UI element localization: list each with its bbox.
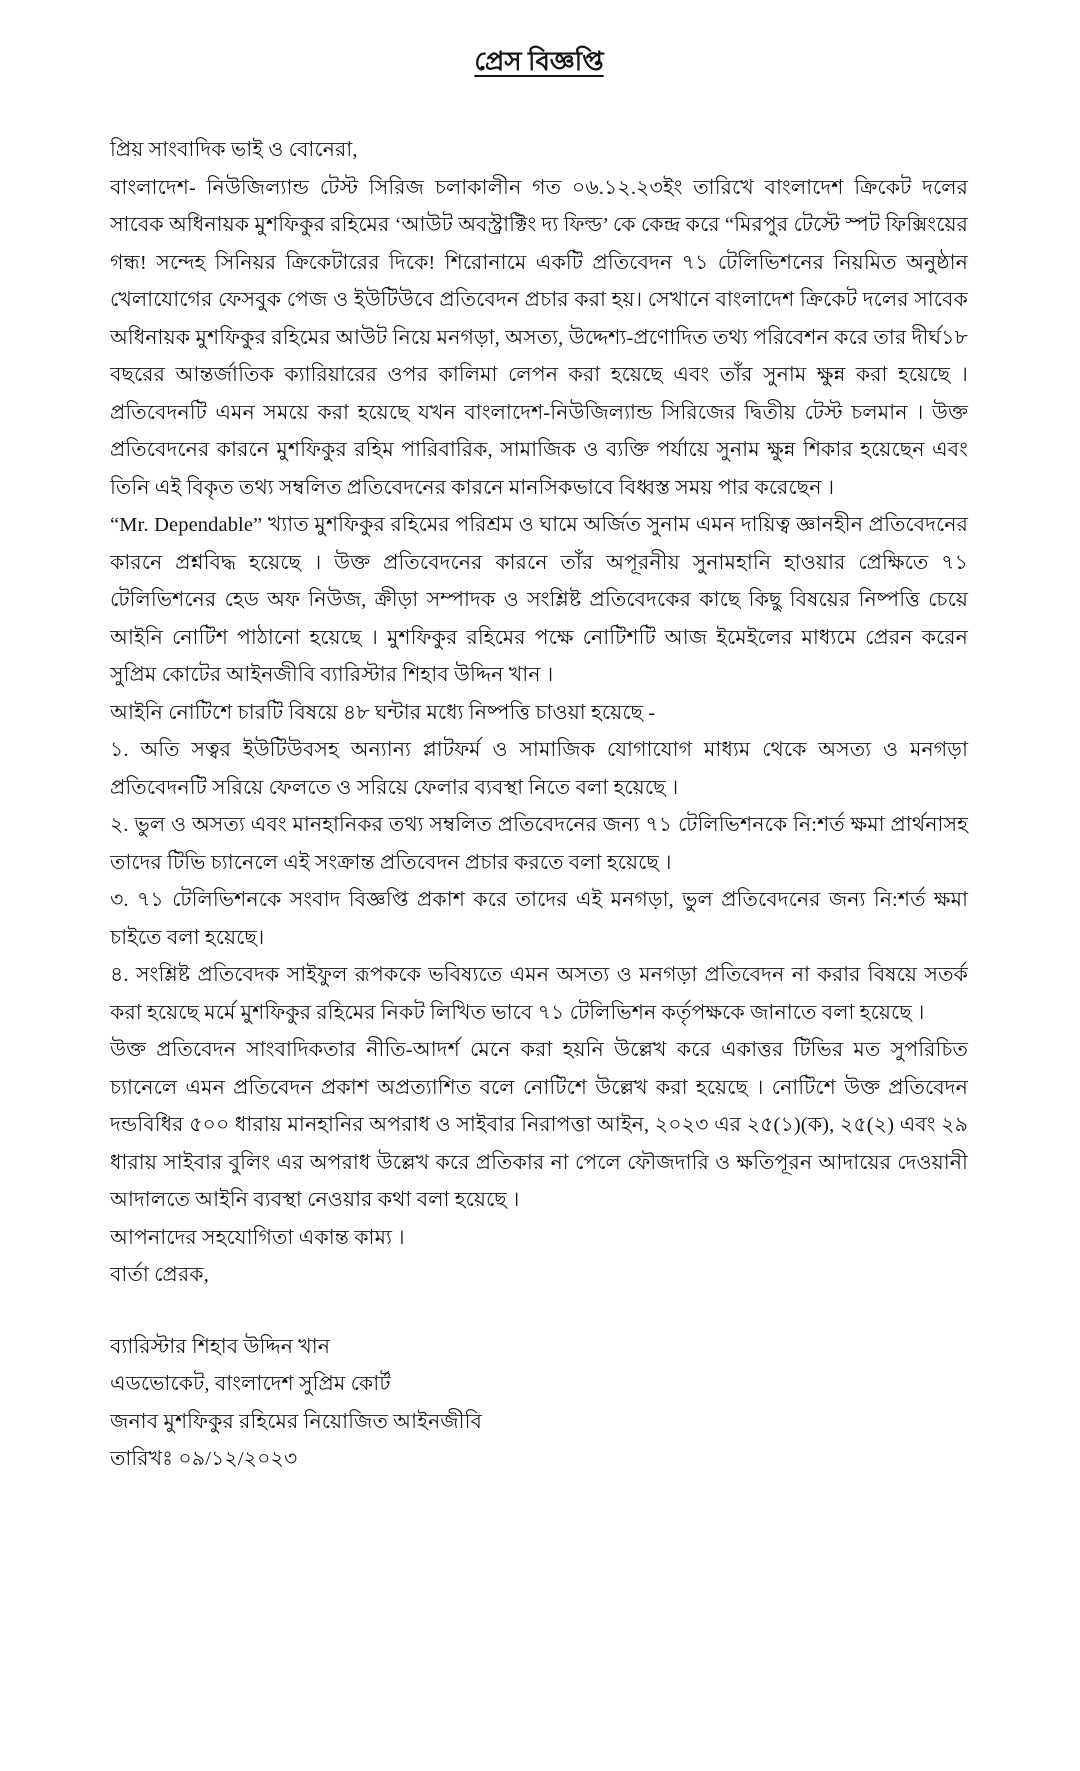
salutation: প্রিয় সাংবাদিক ভাই ও বোনেরা, — [110, 139, 358, 161]
paragraph-intro: বাংলাদেশ- নিউজিল্যান্ড টেস্ট সিরিজ চলাকালীন গত ০৬.১২.২৩ইং তারিখে বাংলাদেশ ক্রিকেট দলের সাবেক অধিনায়ক মুশফিকুর রহিমের ‘আউট অবস্ট্রাক্টিং দ্য ফিল্ড’ কে কেন্দ্র করে “মিরপুর টেস্টে স্পট ফিক্সিংয়ের গন্ধ! সন্দেহ সিনিয়র ক্রিকেটারের দিকে! শিরোনামে একটি প্রতিবেদন ৭১ টেলিভিশনের নিয়মিত অনুষ্ঠান খেলাযোগের ফেসবুক পেজ ও ইউটিউবে প্রতিবেদন প্রচার করা হয়। সেখানে বাংলাদেশ ক্রিকেট দলের সাবেক অধিনায়ক মুশফিকুর রহিমের আউট নিয়ে মনগড়া, অসত্য, উদ্দেশ্য-প্রণোদিত তথ্য পরিবেশন করে তার দীর্ঘ১৮ বছরের আন্তর্জাতিক ক্যারিয়ারের ওপর কালিমা লেপন করা হয়েছে এবং তাঁর সুনাম ক্ষুন্ন করা হয়েছে । প্রতিবেদনটি এমন সময়ে করা হয়েছে যখন বাংলাদেশ-নিউজিল্যান্ড সিরিজের দ্বিতীয় টেস্ট চলমান । উক্ত প্রতিবেদনের কারনে মুশফিকুর রহিম পারিবারিক, সামাজিক ও ব্যক্তি পর্যায়ে সুনাম ক্ষুন্ন শিকার হয়েছেন এবং তিনি এই বিকৃত তথ্য সম্বলিত প্রতিবেদনের কারনে মানসিকভাবে বিধ্বস্ত সময় পার করেছেন । — [110, 176, 968, 499]
sender-label: বার্তা প্রেরক, — [110, 1264, 209, 1286]
paragraph-legal-notice: “Mr. Dependable” খ্যাত মুশফিকুর রহিমের পরিশ্রম ও ঘামে অর্জিত সুনাম এমন দায়িত্ব জ্ঞানহীন প্রতিবেদনের কারনে প্রশ্নবিদ্ধ হয়েছে । উক্ত প্রতিবেদনের কারনে তাঁর অপূরনীয় সুনামহানি হাওয়ার প্রেক্ষিতে ৭১ টেলিভিশনের হেড অফ নিউজ, ক্রীড়া সম্পাদক ও সংশ্লিষ্ট প্রতিবেদকের কাছে কিছু বিষয়ের নিষ্পত্তি চেয়ে আইনি নোটিশ পাঠানো হয়েছে । মুশফিকুর রহিমের পক্ষে নোটিশটি আজ ইমেইলের মাধ্যমে প্রেরন করেন সুপ্রিম কোটের আইনজীবি ব্যারিস্টার শিহাব উদ্দিন খান । — [110, 514, 968, 686]
page-title-text: প্রেস বিজ্ঞপ্তি — [474, 47, 604, 76]
signature-name: ব্যারিস্টার শিহাব উদ্দিন খান — [110, 1335, 331, 1358]
signature-designation: এডভোকেট, বাংলাদেশ সুপ্রিম কোর্ট — [110, 1373, 391, 1395]
demands-list-intro: আইনি নোটিশে চারটি বিষয়ে ৪৮ ঘন্টার মধ্যে নিষ্পত্তি চাওয়া হয়েছে - — [110, 701, 656, 724]
signature-role: জনাব মুশফিকুর রহিমের নিয়োজিত আইনজীবি — [110, 1410, 482, 1433]
demand-item-2: ২. ভুল ও অসত্য এবং মানহানিকর তথ্য সম্বলিত প্রতিবেদনের জন্য ৭১ টেলিভিশনকে নি:শর্ত ক্ষমা প্রার্থনাসহ তাদের টিভি চ্যানেলে এই সংক্রান্ত প্রতিবেদন প্রচার করতে বলা হয়েছে । — [110, 814, 968, 874]
signature-date: তারিখঃ ০৯/১২/২০২৩ — [110, 1448, 298, 1470]
demands-list — [110, 732, 968, 1032]
demand-item-4: ৪. সংশ্লিষ্ট প্রতিবেদক সাইফুল রূপককে ভবিষ্যতে এমন অসত্য ও মনগড়া প্রতিবেদন না করার বিষয়ে সতর্ক করা হয়েছে মর্মে মুশফিকুর রহিমের নিকট লিখিত ভাবে ৭১ টেলিভিশন কর্তৃপক্ষকে জানাতে বলা হয়েছে । — [110, 964, 968, 1024]
page-title — [110, 42, 968, 82]
signature-block — [110, 1329, 968, 1479]
closing-line: আপনাদের সহযোগিতা একান্ত কাম্য । — [110, 1226, 405, 1249]
demand-item-3: ৩. ৭১ টেলিভিশনকে সংবাদ বিজ্ঞপ্তি প্রকাশ করে তাদের এই মনগড়া, ভুল প্রতিবেদনের জন্য নি:শর্ত ক্ষমা চাইতে বলা হয়েছে। — [110, 889, 968, 949]
paragraph-legal-grounds: উক্ত প্রতিবেদন সাংবাদিকতার নীতি-আদর্শ মেনে করা হয়নি উল্লেখ করে একাত্তর টিভির মত সুপরিচিত চ্যানেলে এমন প্রতিবেদন প্রকাশ অপ্রত্যাশিত বলে নোটিশে উল্লেখ করা হয়েছে । নোটিশে উক্ত প্রতিবেদন দন্ডবিধির ৫০০ ধারায় মানহানির অপরাধ ও সাইবার নিরাপত্তা আইন, ২০২৩ এর ২৫(১)(ক), ২৫(২) এবং ২৯ ধারায় সাইবার বুলিং এর অপরাধ উল্লেখ করে প্রতিকার না পেলে ফৌজদারি ও ক্ষতিপূরন আদায়ের দেওয়ানী আদালতে আইনি ব্যবস্থা নেওয়ার কথা বলা হয়েছে । — [110, 1039, 968, 1211]
demand-item-1: ১. অতি সত্বর ইউটিউবসহ অন্যান্য প্লাটফর্ম ও সামাজিক যোগাযোগ মাধ্যম থেকে অসত্য ও মনগড়া প্রতিবেদনটি সরিয়ে ফেলতে ও সরিয়ে ফেলার ব্যবস্থা নিতে বলা হয়েছে । — [110, 739, 968, 799]
